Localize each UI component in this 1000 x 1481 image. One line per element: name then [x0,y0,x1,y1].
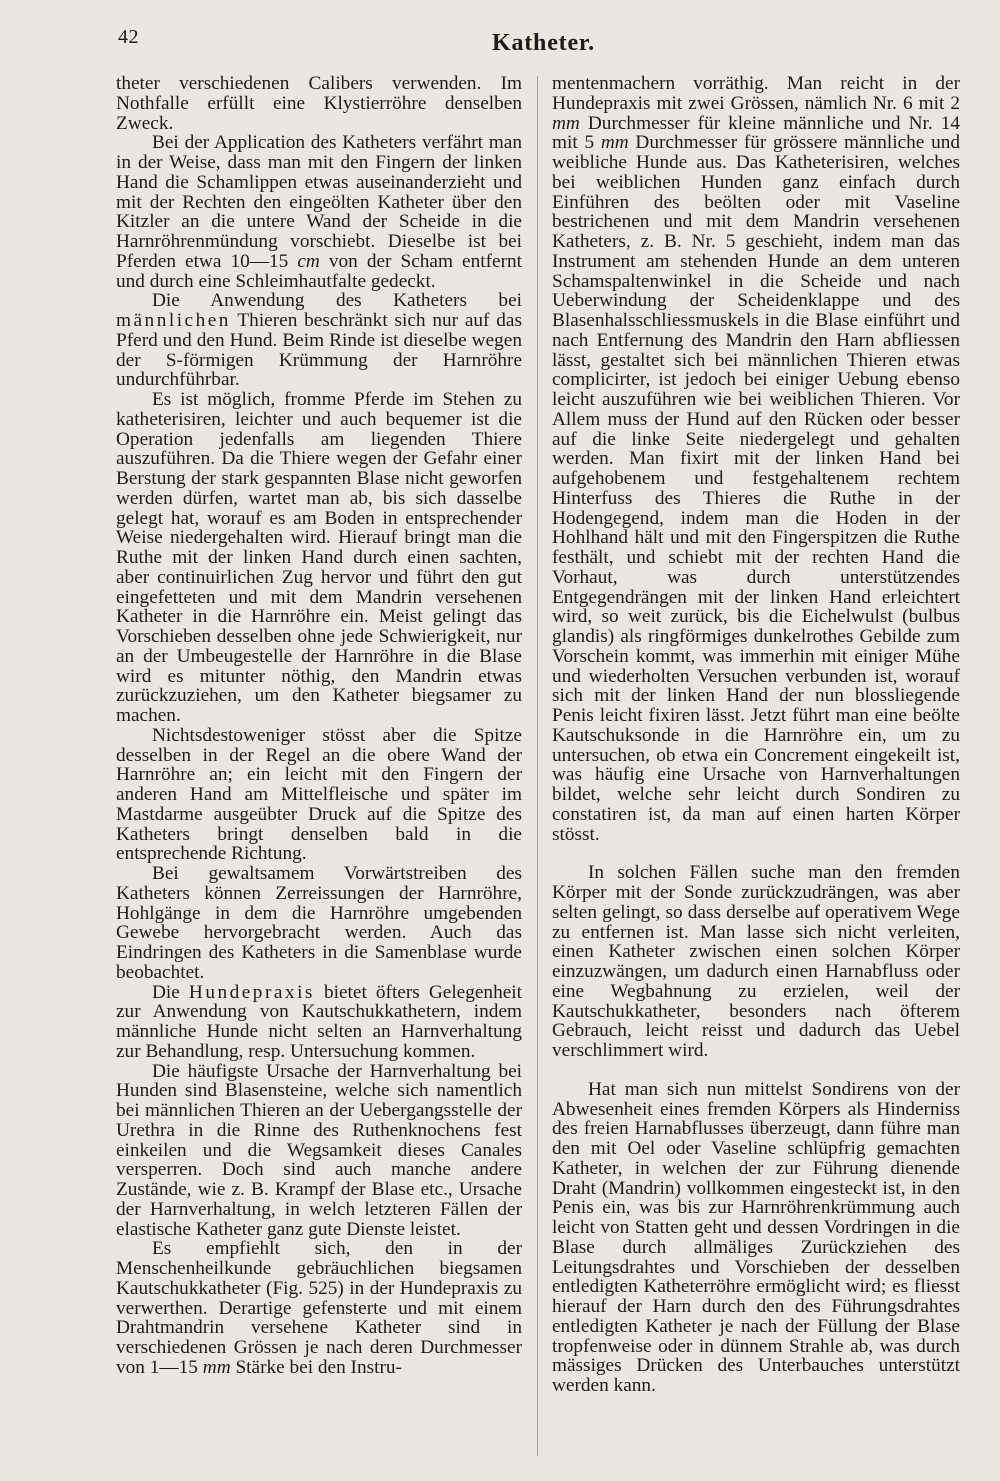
text-run: Stärke bei den Instru- [230,1356,402,1378]
text-run: bietet öfters Gelegenheit zur Anwendung von Kautschukkathetern, indem männliche Hunde nicht selten an Harnverhaltung zur Behandlung, resp. Untersuchung kommen. [116,981,522,1062]
page-number: 42 [118,26,139,48]
text-run: Durchmesser für kleine männliche und Nr. 14 mit 5 [552,112,960,154]
column-divider-rule [537,76,538,1456]
text-run: Die [152,981,189,1003]
body-paragraph [116,864,522,983]
text-run: von der Scham entfernt und durch eine Schleimhautfalte gedeckt. [116,250,522,292]
text-run: Die Anwendung des Katheters bei [152,290,522,312]
text-run: Durchmesser für grössere männliche und weibliche Hunde aus. Das Katheterisiren, welches bei weiblichen Hunden ganz einfach durch Einführen des beölten oder mit Vaseline bestrichenen und mit dem Mandrin versehenen Katheters, z. B. Nr. 5 geschieht, indem man das Instrument am stehenden Hunde an dem unteren Schamspaltenwinkel in die Scheide und nach Ueberwindung der Scheidenklappe und des Blasenhalsschliessmuskels in die Blase einführt und nach Entfernung des Mandrin den Harn abfliessen lässt, gestaltet sich bei männlichen Thieren etwas complicirter, ist jedoch bei einiger Uebung ebenso leicht auszuführen wie bei weiblichen Thieren. Vor Allem muss der Hund auf den Rücken oder besser auf die linke Seite niedergelegt und gehalten werden. Man fixirt mit der linken Hand bei aufgehobenem und festgehaltenem rechtem Hinterfuss des Thieres die Ruthe in der Hodengegend, indem man die Hoden in der Hohlhand hält und mit den Fingerspitzen die Ruthe festhält, und schiebt mit der rechten Hand die Vorhaut, was durch unterstützendes Entgegendrängen mit der linken Hand erleichtert wird, so weit zurück, bis die Eichelwulst (bulbus glandis) als ringförmiges dunkelrothes Gebilde zum Vorschein kommt, was immerhin mit einiger Mühe und wiederholten Versuchen verbunden ist, worauf sich mit der linken Hand der nun blossliegende Penis leicht fixiren lässt. Jetzt führt man eine beölte Kautschuksonde in die Harnröhre ein, um zu untersuchen, ob etwa ein Concrement eingekeilt ist, was häufig eine Ursache von Harnverhaltungen bildet, welche sehr leicht durch Sondiren zu constatiren ist, da man auf einen harten Körper stösst. [552,132,960,845]
italic-unit: mm [202,1356,231,1378]
italic-unit: mm [552,112,580,134]
body-paragraph [552,1080,960,1396]
body-paragraph [116,1062,522,1240]
body-paragraph [116,133,522,291]
text-run: Thieren beschränkt sich nur auf das Pferd und den Hund. Beim Rinde ist dieselbe wegen der S-förmigen Krümmung der Harnröhre undurchführbar. [116,310,522,391]
text-run: Bei der Application des Katheters verfährt man in der Weise, dass man mit den Fingern der linken Hand die Schamlippen etwas auseinanderzieht und mit der Rechten den eingeölten Katheter über den Kitzler an die untere Wand der Scheide in die Harnröhrenmündung vorschiebt. Dieselbe ist bei Pferden etwa 10—15 [116,132,522,272]
italic-unit: mm [600,132,629,154]
spaced-emphasis: männlichen [116,310,231,331]
text-run: Es ist möglich, fromme Pferde im Stehen zu katheterisiren, leichter und auch bequemer ist die Operation jedenfalls am liegenden Thiere auszuführen. Da die Thiere wegen der Gefahr einer Berstung der stark gespannten Blase nicht geworfen werden dürfen, wartet man ab, bis sich dasselbe gelegt hat, worauf es am Boden in entsprechender Weise niedergehalten wird. Hierauf bringt man die Ruthe mit der linken Hand durch einen sachten, aber continuirlichen Zug hervor und führt den gut eingefetteten und mit dem Mandrin versehenen Katheter in die Harnröhre ein. Meist gelingt das Vorschieben desselben ohne jede Schwierigkeit, nur an der Umbeugestelle der Harnröhre in die Blase wird es mitunter nöthig, den Mandrin etwas zurückzuziehen, um den Katheter biegsamer zu machen. [116,389,522,726]
body-paragraph [116,1239,522,1377]
italic-unit: cm [297,250,320,272]
text-run: mentenmachern vorräthig. Man reicht in der Hundepraxis mit zwei Grössen, nämlich Nr. 6 mit 2 [552,73,960,114]
text-run: In solchen Fällen suche man den fremden Körper mit der Sonde zurückzudrängen, was aber selten gelingt, so dass derselbe auf operativem Wege zu entfernen ist. Man lasse sich nicht verleiten, einen Katheter zwischen einen solchen Körper einzuzwängen, um dadurch einen Harnabfluss oder eine Wegbahnung zu erzielen, weil der Kautschukkatheter, besonders nach öfterem Gebrauch, leicht reisst und dadurch das Uebel verschlimmert wird. [552,862,960,1061]
body-paragraph [116,983,522,1062]
text-run: Hat man sich nun mittelst Sondirens von der Abwesenheit eines fremden Körpers als Hinderniss des freien Harnabflusses überzeugt, dann führe man den mit Oel oder Vaseline schlüpfrig gemachten Katheter, in welchen der zur Führung dienende Draht (Mandrin) vollkommen eingesteckt ist, in den Penis ein, was bis zur Harnröhrenkrümmung auch leicht von Statten geht und dessen Vordringen in die Blase durch allmäliges Zurückziehen des Leitungsdrahtes und Vorschieben der desselben entledigten Katheterröhre ermöglicht wird; es fliesst hierauf der Harn durch den des Führungsdrahtes entledigten Katheter je nach der Füllung der Blase tropfenweise oder in dünnem Strahle ab, was durch mässiges Drücken des Unterbauches unterstützt werden kann. [552,1078,960,1396]
running-title: Katheter. [492,30,595,56]
text-run: Es empfiehlt sich, den in der Menschenheilkunde gebräuchlichen biegsamen Kautschukkatheter (Fig. 525) in der Hundepraxis zu verwerthen. Derartige gefensterte und mit einem Drahtmandrin versehene Katheter sind in verschiedenen Grössen je nach deren Durchmesser von 1—15 [116,1238,522,1378]
body-paragraph [552,863,960,1061]
text-run: theter verschiedenen Calibers verwenden. Im Nothfalle erfüllt eine Klystierröhre denselben Zweck. [116,73,522,134]
page-header [0,20,1000,60]
body-paragraph [116,291,522,390]
text-run: Die häufigste Ursache der Harnverhaltung bei Hunden sind Blasensteine, welche sich namentlich bei männlichen Thieren an der Uebergangsstelle der Urethra in die Rinne des Ruthenknochens fest einkeilen und die Wegsamkeit dieses Canales versperren. Doch sind auch manche andere Zustände, wie z. B. Krampf der Blase etc., Ursache der Harnverhaltung, in welch letzteren Fällen der elastische Katheter ganz gute Dienste leistet. [116,1060,522,1240]
spaced-emphasis: Hundepraxis [188,981,315,1003]
right-text-column [552,74,960,1396]
body-paragraph [116,390,522,726]
body-paragraph [116,726,522,864]
body-paragraph [116,74,522,133]
text-run: Nichtsdestoweniger stösst aber die Spitze desselben in der Regel an die obere Wand der Harnröhre an; ein leicht mit den Fingern der anderen Hand am Mittelfleische und später im Mastdarme ausgeübter Druck auf die Spitze des Katheters bringt denselben bald in die entsprechende Richtung. [116,724,522,865]
left-text-column [116,74,522,1378]
body-paragraph [552,74,960,844]
text-run: Bei gewaltsamem Vorwärtstreiben des Katheters können Zerreissungen der Harnröhre, Hohlgänge in dem die Harnröhre umgebenden Gewebe hervorgebracht werden. Auch das Eindringen des Katheters in die Samenblase wurde beobachtet. [116,863,522,983]
